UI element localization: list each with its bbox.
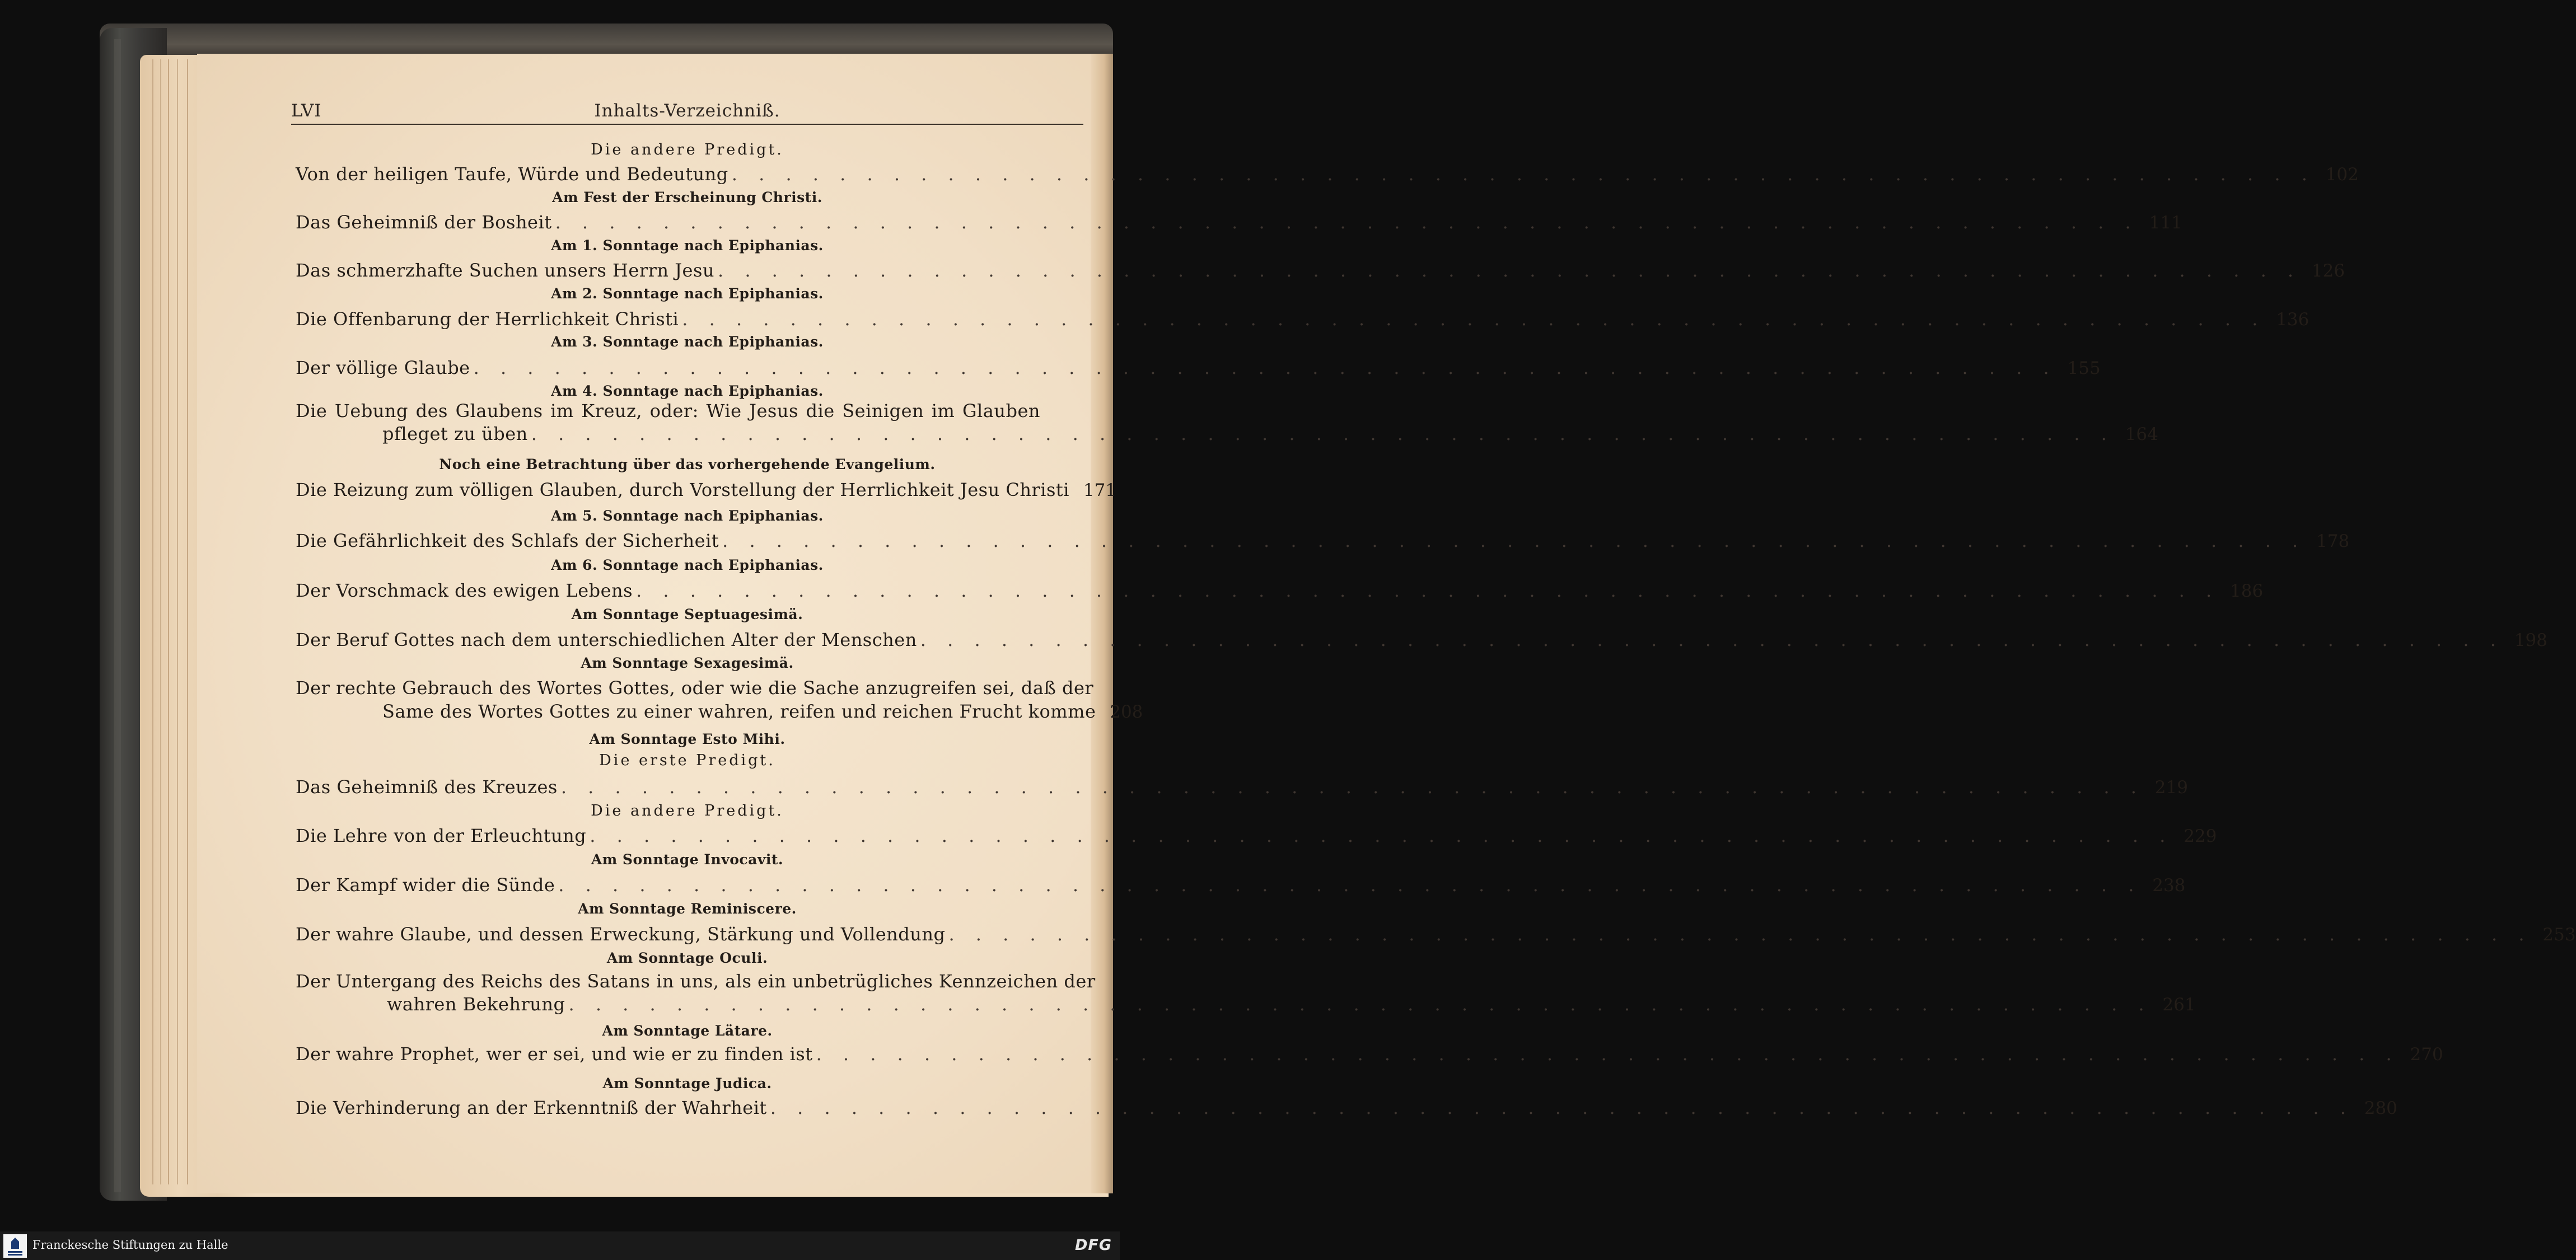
toc-entry[interactable] (296, 1043, 2443, 1066)
toc-entry[interactable] (296, 308, 2309, 331)
toc-section-heading: Am Sonntage Septuagesimä. (571, 606, 803, 622)
toc-section-heading: Am Sonntage Oculi. (606, 950, 768, 966)
toc-section-heading: Am 6. Sonntage nach Epiphanias. (551, 557, 824, 573)
toc-section-heading: Noch eine Betrachtung über das vorhergehende Evangelium. (439, 456, 936, 472)
toc-entry[interactable] (296, 530, 2350, 552)
toc-entry-title: Der Kampf wider die Sünde (296, 874, 555, 896)
toc-section-heading: Am Sonntage Invocavit. (591, 851, 784, 868)
leader-dots (722, 530, 2306, 551)
leader-dots (816, 1043, 2400, 1065)
page-title: Inhalts-Verzeichniß. (594, 101, 780, 121)
toc-page-number: 280 (2364, 1098, 2397, 1118)
leader-dots (920, 629, 2504, 650)
toc-entry-title: Same des Wortes Gottes zu einer wahren, reifen und reichen Frucht komme (382, 701, 1096, 722)
toc-entry[interactable] (296, 924, 2576, 946)
toc-entry-title: Die Verhinderung an der Erkenntniß der Wahrheit (296, 1097, 767, 1118)
toc-page-number: 229 (2184, 826, 2217, 846)
toc-section-heading: Die andere Predigt. (591, 141, 784, 158)
toc-entry-title: Die Lehre von der Erleuchtung (296, 825, 587, 846)
toc-entry-title: Die Offenbarung der Herrlichkeit Christi (296, 308, 679, 330)
toc-page-number: 136 (2276, 310, 2309, 330)
toc-page-number: 111 (2149, 213, 2182, 233)
toc-section-heading: Am 4. Sonntage nach Epiphanias. (551, 383, 824, 399)
leader-dots (568, 994, 2152, 1015)
toc-entry-title: pfleget zu üben (382, 423, 528, 444)
leader-dots (531, 423, 2115, 444)
leader-dots (636, 580, 2219, 601)
toc-entry[interactable] (296, 825, 2217, 847)
toc-section-heading: Am Sonntage Sexagesimä. (581, 655, 794, 671)
leader-dots (590, 825, 2173, 846)
toc-section-heading: Am Fest der Erscheinung Christi. (552, 189, 822, 205)
leader-dots (555, 212, 2139, 233)
toc-entry-title: Der wahre Prophet, wer er sei, und wie er zu finden ist (296, 1043, 813, 1065)
dfg-logo[interactable]: DFG (1074, 1236, 1112, 1254)
leader-dots (718, 260, 2301, 281)
toc-page-number: 261 (2162, 995, 2196, 1015)
toc-entry[interactable] (296, 163, 2359, 186)
toc-page-number: 102 (2325, 165, 2359, 185)
toc-entry[interactable] (296, 776, 2188, 799)
toc-entry-title: Der Vorschmack des ewigen Lebens (296, 580, 633, 601)
toc-entry[interactable] (296, 357, 2101, 380)
institution-name[interactable]: Franckesche Stiftungen zu Halle (32, 1238, 228, 1252)
toc-subsection-heading: Die erste Predigt. (599, 752, 775, 769)
leader-dots (948, 924, 2532, 945)
toc-entry[interactable] (382, 423, 2158, 446)
toc-section-heading: Am Sonntage Reminiscere. (578, 901, 797, 917)
toc-page-number: 126 (2311, 261, 2345, 281)
toc-entry[interactable] (296, 212, 2182, 234)
toc-entry-title-line: Die Uebung des Glaubens im Kreuz, oder: Wie Jesus die Seinigen im Glauben (296, 400, 1040, 421)
toc-entry[interactable] (296, 580, 2264, 602)
toc-entry[interactable] (296, 479, 1117, 502)
toc-section-heading: Am Sonntage Lätare. (602, 1023, 773, 1039)
toc-entry[interactable] (296, 260, 2345, 282)
toc-entry-title: Der völlige Glaube (296, 357, 470, 378)
toc-entry-title-line: Der rechte Gebrauch des Wortes Gottes, oder wie die Sache anzugreifen sei, daß der (296, 677, 1094, 699)
toc-page-number: 171 (1083, 480, 1117, 500)
toc-section-heading: Die andere Predigt. (591, 802, 784, 819)
toc-section-heading: Am 1. Sonntage nach Epiphanias. (551, 237, 824, 254)
leader-dots (770, 1097, 2354, 1118)
toc-entry-title: wahren Bekehrung (387, 994, 565, 1015)
leader-dots (561, 776, 2144, 798)
toc-section-heading: Am Sonntage Judica. (602, 1075, 772, 1092)
toc-entry-title: Der Beruf Gottes nach dem unterschiedlichen Alter der Menschen (296, 629, 917, 650)
viewer-footer (0, 1231, 1120, 1260)
toc-page-number: 270 (2410, 1044, 2443, 1065)
leader-dots (732, 163, 2315, 185)
toc-section-heading: Am Sonntage Esto Mihi. (589, 731, 786, 747)
toc-page-number: 208 (1110, 702, 1143, 722)
toc-page-number: 253 (2542, 925, 2576, 945)
toc-section-heading: Am 2. Sonntage nach Epiphanias. (551, 285, 824, 302)
toc-page-number: 198 (2514, 630, 2547, 650)
toc-entry-title: Das Geheimniß der Bosheit (296, 212, 552, 233)
toc-entry-title: Die Reizung zum völligen Glauben, durch Vorstellung der Herrlichkeit Jesu Christi (296, 479, 1070, 500)
toc-entry-title-line: Der Untergang des Reichs des Satans in uns, als ein unbetrügliches Kennzeichen der (296, 971, 1096, 992)
toc-section-heading: Am 3. Sonntage nach Epiphanias. (551, 334, 824, 350)
francke-foundation-logo-icon[interactable] (3, 1234, 27, 1258)
toc-page-number: 164 (2125, 424, 2158, 444)
toc-entry-title: Von der heiligen Taufe, Würde und Bedeutung (296, 163, 728, 185)
toc-entry-title: Die Gefährlichkeit des Schlafs der Sicherheit (296, 530, 719, 551)
toc-entry[interactable] (382, 701, 1143, 723)
toc-page-number: 219 (2154, 777, 2188, 798)
leader-dots (474, 357, 2057, 378)
toc-entry-title: Der wahre Glaube, und dessen Erweckung, Stärkung und Vollendung (296, 924, 946, 945)
toc-page-number: 186 (2230, 581, 2264, 601)
leader-dots (682, 308, 2265, 330)
toc-page-number: 178 (2316, 531, 2350, 551)
toc-entry[interactable] (387, 994, 2196, 1016)
toc-entry[interactable] (296, 1097, 2397, 1120)
page-number: LVI (291, 101, 322, 121)
toc-entry[interactable] (296, 874, 2186, 897)
toc-page-number: 155 (2067, 358, 2101, 378)
toc-entry-title: Das schmerzhafte Suchen unsers Herrn Jesu (296, 260, 714, 281)
toc-entry[interactable] (296, 629, 2547, 652)
toc-section-heading: Am 5. Sonntage nach Epiphanias. (551, 508, 824, 524)
toc-page-number: 238 (2152, 875, 2186, 896)
toc-entry-title: Das Geheimniß des Kreuzes (296, 776, 558, 798)
leader-dots (558, 874, 2142, 896)
